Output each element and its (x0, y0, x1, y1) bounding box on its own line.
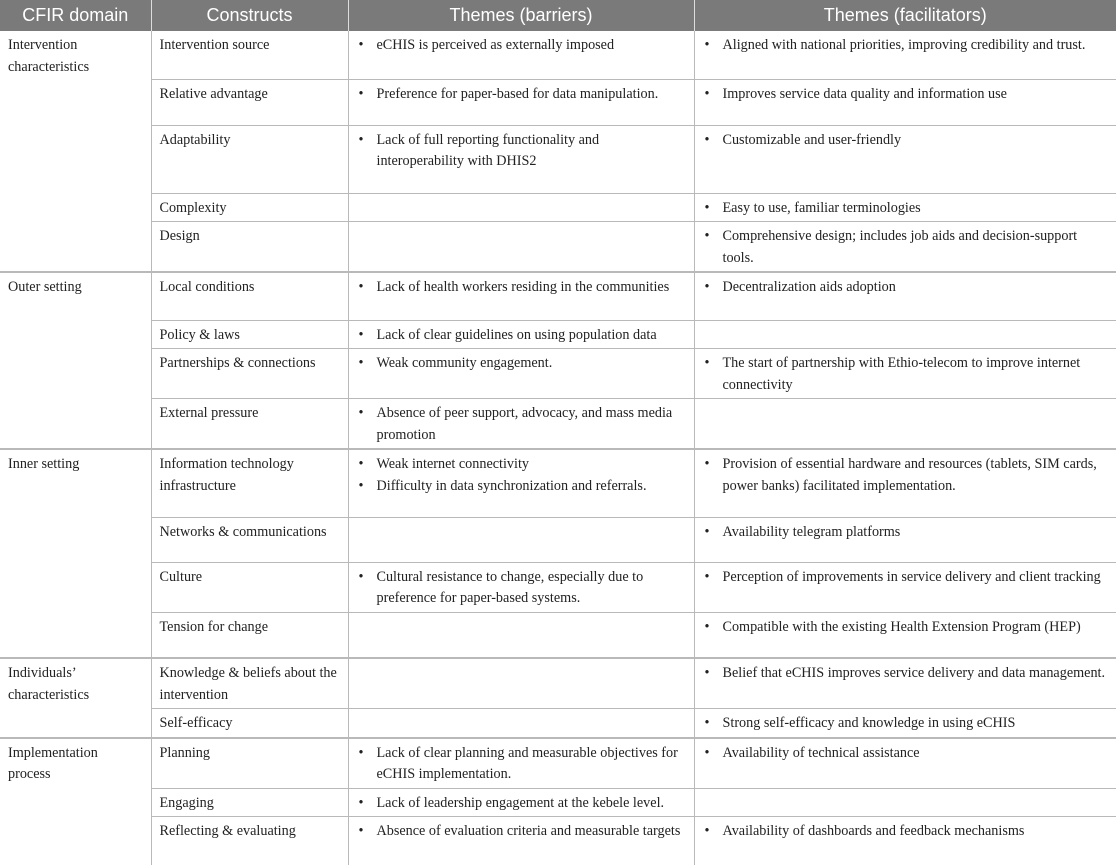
facilitator-item: • Availability telegram platforms (703, 522, 1109, 544)
table-row (0, 517, 1116, 562)
facilitators-list (703, 617, 1109, 639)
facilitators-cell (694, 125, 1116, 193)
facilitator-item: • Availability of technical assistance (703, 743, 1109, 765)
cfir-domain-cell: Outer setting (0, 272, 151, 449)
barrier-item: • Preference for paper-based for data manipulation. (357, 84, 686, 106)
cfir-domain-cell: Inner setting (0, 449, 151, 658)
facilitators-list (703, 567, 1109, 589)
facilitators-list (703, 663, 1109, 685)
facilitator-item: • Availability of dashboards and feedback mechanisms (703, 821, 1109, 843)
facilitators-cell (694, 817, 1116, 865)
barriers-list (357, 84, 686, 106)
table-row (0, 125, 1116, 193)
table-header (0, 0, 1116, 31)
construct-cell: Policy & laws (151, 320, 348, 349)
table-row (0, 449, 1116, 517)
table-row (0, 738, 1116, 789)
barriers-cell (348, 125, 694, 193)
barriers-list (357, 403, 686, 446)
construct-cell: Knowledge & beliefs about the intervention (151, 658, 348, 709)
barrier-item: • Cultural resistance to change, especially due to preference for paper-based systems. (357, 567, 686, 610)
cfir-domain-cell: Implementation process (8, 744, 98, 782)
barrier-item: • Weak community engagement. (357, 353, 686, 375)
table-row (0, 349, 1116, 399)
barrier-item: • eCHIS is perceived as externally imposed (357, 35, 686, 57)
facilitators-cell (694, 31, 1116, 79)
table-row (0, 658, 1116, 709)
facilitators-list (703, 226, 1109, 269)
barrier-item: • Lack of clear guidelines on using population data (357, 325, 686, 347)
table-row (0, 817, 1116, 865)
barrier-item: • Absence of evaluation criteria and measurable targets (357, 821, 686, 843)
construct-cell: Relative advantage (151, 79, 348, 125)
barriers-cell (348, 320, 694, 349)
facilitators-cell (694, 709, 1116, 738)
facilitators-list (703, 277, 1109, 299)
table-row (0, 31, 1116, 79)
construct-cell: Networks & communications (151, 517, 348, 562)
barriers-cell (348, 562, 694, 612)
barriers-list (357, 325, 686, 347)
facilitator-item: • Easy to use, familiar terminologies (703, 198, 1109, 220)
table-row (0, 788, 1116, 817)
barriers-list (357, 353, 686, 375)
facilitators-cell (694, 788, 1116, 817)
facilitators-list (703, 130, 1109, 152)
facilitators-cell (694, 738, 1116, 789)
facilitators-list (703, 522, 1109, 544)
facilitator-item: • The start of partnership with Ethio-telecom to improve internet connectivity (703, 353, 1109, 396)
table-body (0, 31, 1116, 865)
construct-cell: Complexity (151, 193, 348, 222)
facilitator-item: • Decentralization aids adoption (703, 277, 1109, 299)
facilitators-cell (694, 193, 1116, 222)
header-cfir-domain: CFIR domain (0, 0, 151, 31)
facilitator-item: • Aligned with national priorities, improving credibility and trust. (703, 35, 1109, 57)
table-row (0, 272, 1116, 320)
construct-cell: Tension for change (151, 612, 348, 658)
barriers-cell (348, 79, 694, 125)
facilitator-item: • Comprehensive design; includes job aids and decision-support tools. (703, 226, 1109, 269)
barriers-cell (348, 709, 694, 738)
facilitators-list (703, 454, 1109, 497)
table-row (0, 222, 1116, 273)
barriers-cell (348, 817, 694, 865)
facilitators-list (703, 743, 1109, 765)
barriers-list (357, 277, 686, 299)
cfir-domain-cell: Individuals’ characteristics (0, 658, 151, 738)
table-row (0, 320, 1116, 349)
facilitators-list (703, 821, 1109, 843)
facilitators-list (703, 353, 1109, 396)
barrier-item: • Weak internet connectivity (357, 454, 686, 476)
barriers-list (357, 567, 686, 610)
barriers-cell (348, 272, 694, 320)
construct-cell: Intervention source (151, 31, 348, 79)
construct-cell: Engaging (151, 788, 348, 817)
table-row (0, 709, 1116, 738)
barrier-item: • Difficulty in data synchronization and referrals. (357, 476, 686, 498)
facilitator-item: • Strong self-efficacy and knowledge in using eCHIS (703, 713, 1109, 735)
barriers-cell (348, 31, 694, 79)
construct-cell: External pressure (151, 399, 348, 450)
facilitators-list (703, 713, 1109, 735)
construct-cell: Local conditions (151, 272, 348, 320)
facilitator-item: • Perception of improvements in service delivery and client tracking (703, 567, 1109, 589)
header-barriers: Themes (barriers) (348, 0, 694, 31)
facilitators-cell (694, 562, 1116, 612)
construct-cell: Adaptability (151, 125, 348, 193)
facilitators-cell (694, 349, 1116, 399)
barriers-cell (348, 738, 694, 789)
barriers-cell (348, 193, 694, 222)
facilitator-item: • Compatible with the existing Health Extension Program (HEP) (703, 617, 1109, 639)
barriers-list (357, 793, 686, 815)
construct-cell: Planning (151, 738, 348, 789)
barriers-list (357, 821, 686, 843)
barriers-cell (348, 349, 694, 399)
facilitator-item: • Improves service data quality and information use (703, 84, 1109, 106)
facilitators-cell (694, 320, 1116, 349)
facilitators-cell (694, 79, 1116, 125)
barrier-item: • Lack of leadership engagement at the kebele level. (357, 793, 686, 815)
facilitators-cell (694, 658, 1116, 709)
facilitators-list (703, 198, 1109, 220)
facilitator-item: • Provision of essential hardware and resources (tablets, SIM cards, power banks) facilitated implementation. (703, 454, 1109, 497)
header-constructs: Constructs (151, 0, 348, 31)
barriers-cell (348, 399, 694, 450)
construct-cell: Reflecting & evaluating (151, 817, 348, 865)
table-row (0, 562, 1116, 612)
table-row (0, 399, 1116, 450)
construct-cell: Partnerships & connections (151, 349, 348, 399)
table-row (0, 612, 1116, 658)
table-row (0, 79, 1116, 125)
facilitators-cell (694, 272, 1116, 320)
construct-cell: Information technology infrastructure (151, 449, 348, 517)
barriers-list (357, 130, 686, 173)
facilitators-cell (694, 222, 1116, 273)
construct-cell: Culture (151, 562, 348, 612)
cfir-domain-cell: Intervention characteristics (0, 31, 151, 272)
barrier-item: • Lack of clear planning and measurable objectives for eCHIS implementation. (357, 743, 686, 786)
barrier-item: • Lack of health workers residing in the communities (357, 277, 686, 299)
barriers-list (357, 35, 686, 57)
header-row (0, 0, 1116, 31)
construct-cell: Design (151, 222, 348, 273)
barriers-cell (348, 222, 694, 273)
barrier-item: • Absence of peer support, advocacy, and mass media promotion (357, 403, 686, 446)
facilitator-item: • Belief that eCHIS improves service delivery and data management. (703, 663, 1109, 685)
barriers-cell (348, 449, 694, 517)
facilitators-list (703, 35, 1109, 57)
header-facilitators: Themes (facilitators) (694, 0, 1116, 31)
barriers-cell (348, 612, 694, 658)
table-row (0, 193, 1116, 222)
barriers-cell (348, 788, 694, 817)
facilitators-cell (694, 517, 1116, 562)
facilitators-cell (694, 399, 1116, 450)
facilitators-list (703, 84, 1109, 106)
barriers-cell (348, 658, 694, 709)
facilitators-cell (694, 449, 1116, 517)
facilitators-cell (694, 612, 1116, 658)
barriers-list (357, 454, 686, 497)
barriers-list (357, 743, 686, 786)
facilitator-item: • Customizable and user-friendly (703, 130, 1109, 152)
barriers-cell (348, 517, 694, 562)
construct-cell: Self-efficacy (151, 709, 348, 738)
barrier-item: • Lack of full reporting functionality and interoperability with DHIS2 (357, 130, 686, 173)
